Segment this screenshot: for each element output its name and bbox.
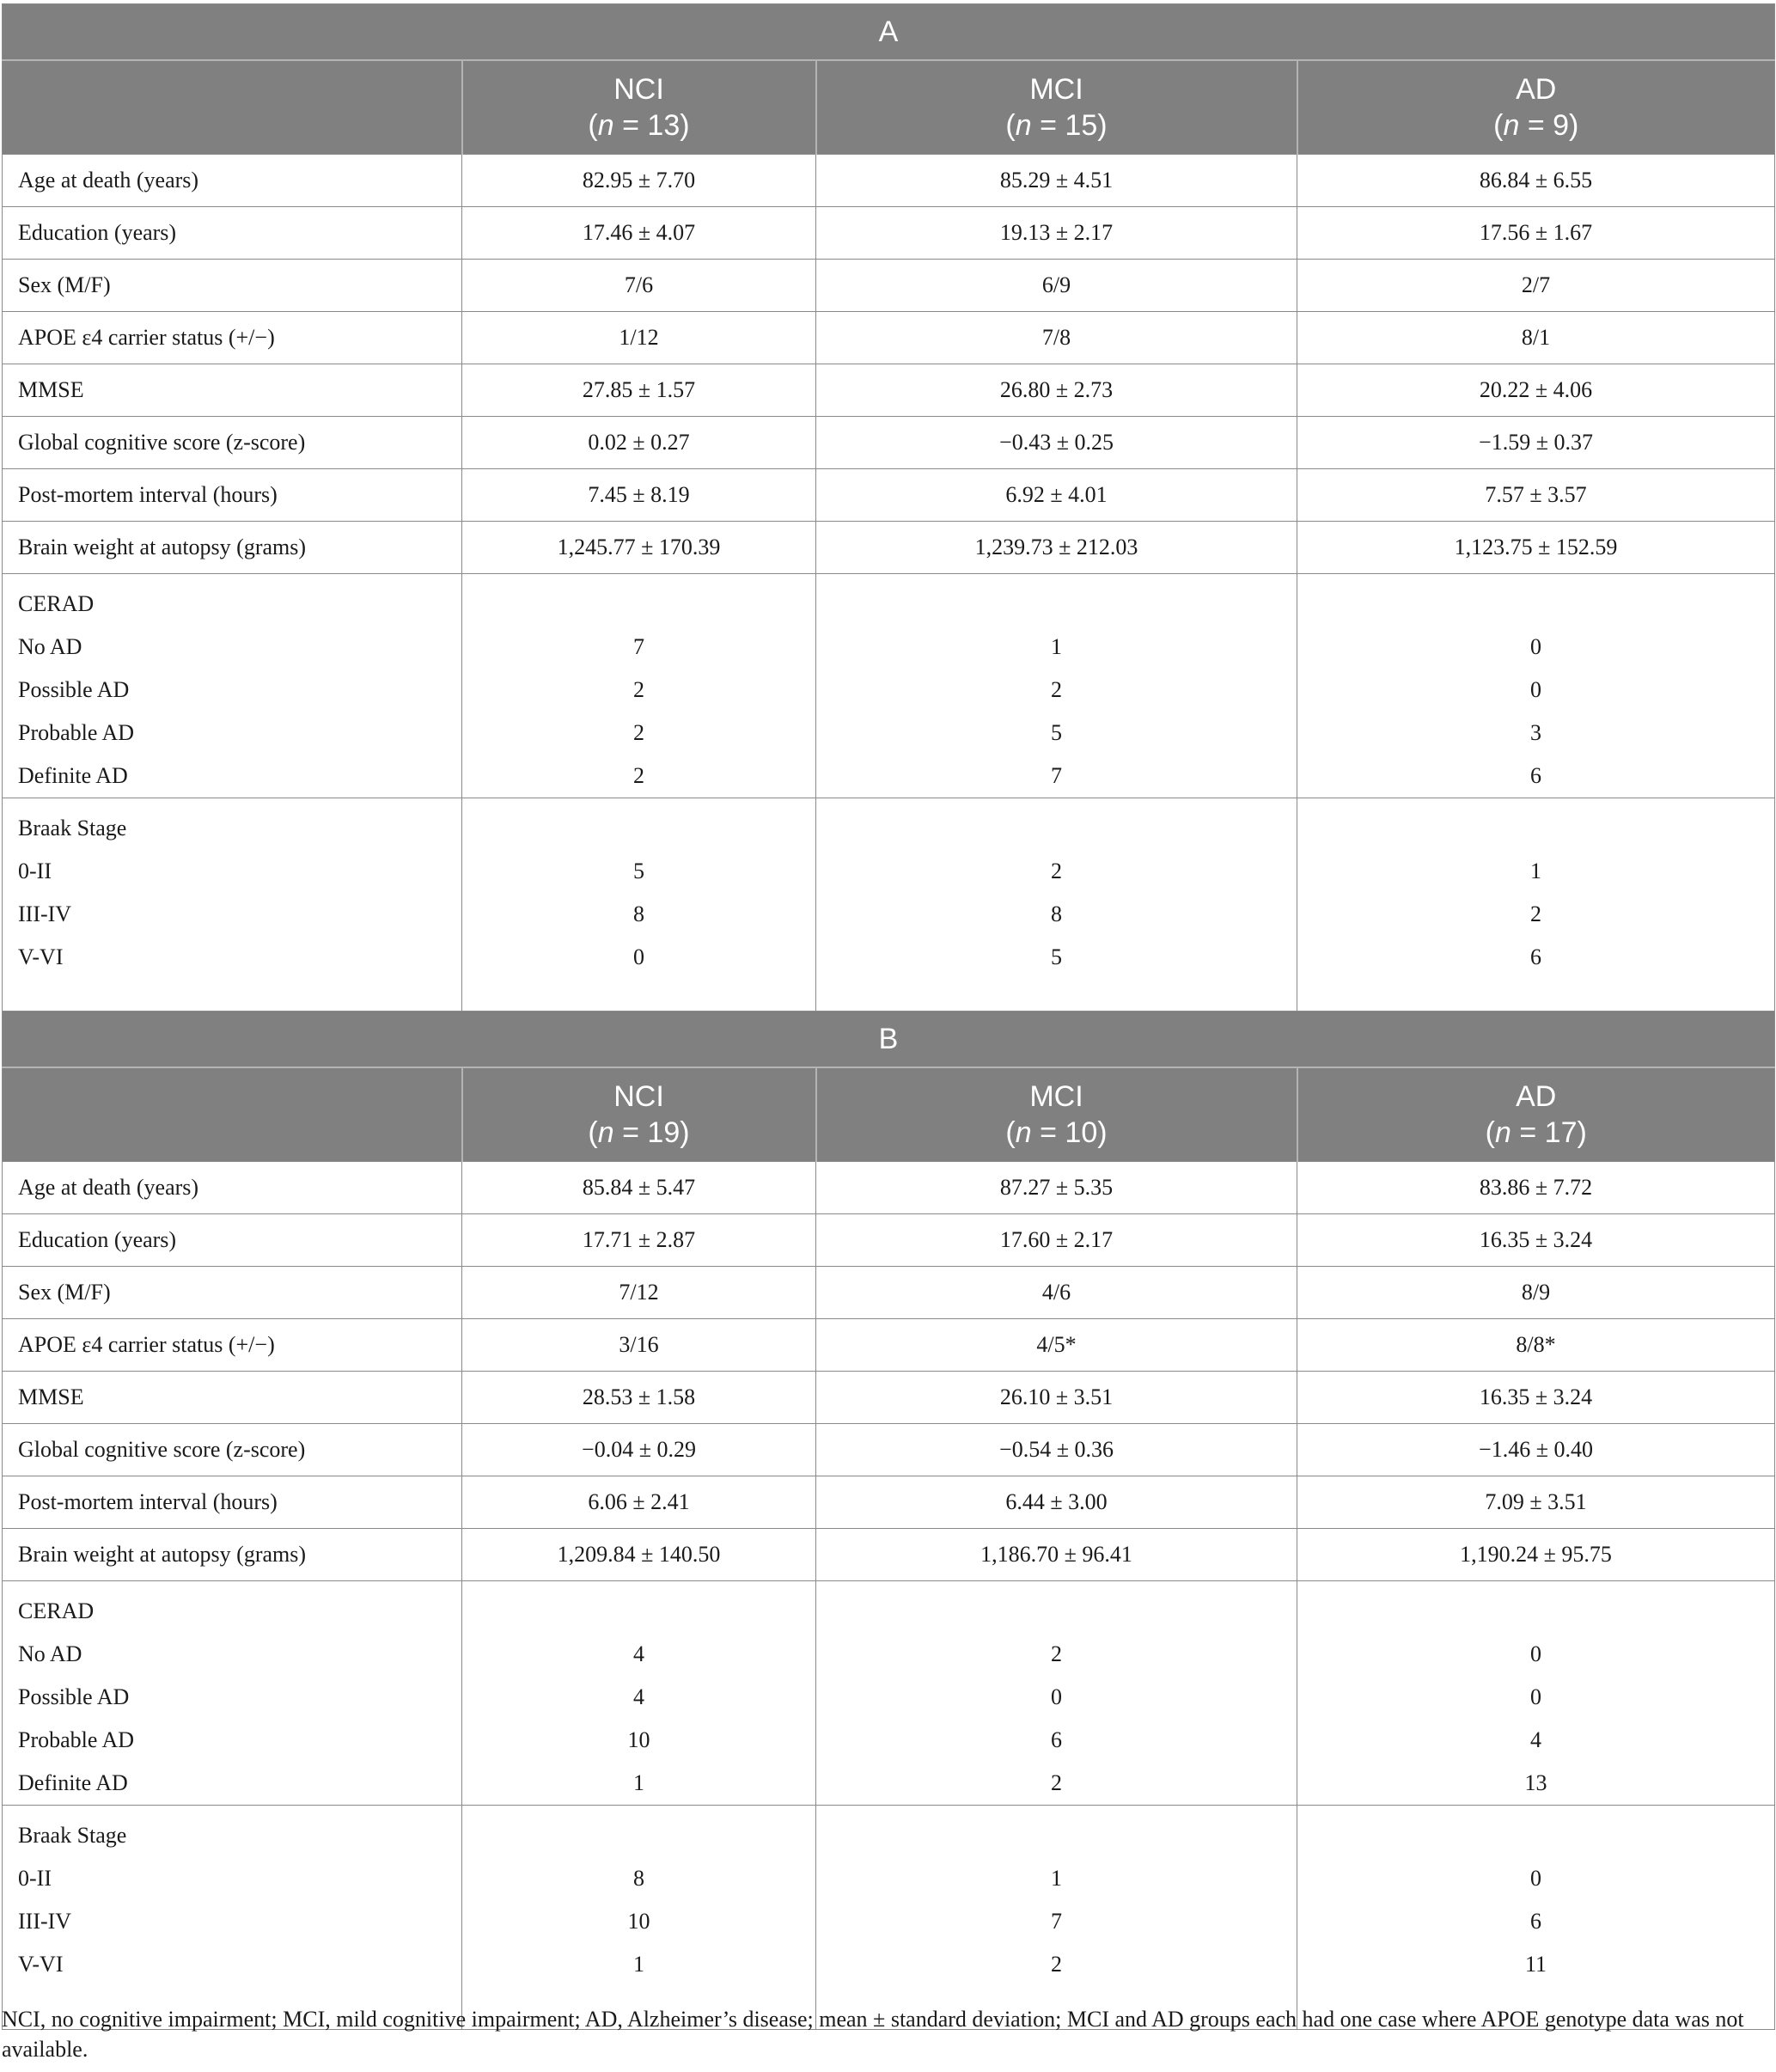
n-prefix: ( [588, 1116, 598, 1149]
row-value: 0.02 ± 0.27 [462, 417, 816, 469]
group-sample-size [463, 1115, 815, 1151]
row-label: MMSE [3, 1372, 462, 1424]
braak-block [3, 1806, 1775, 2030]
table-footnote: NCI, no cognitive impairment; MCI, mild cognitive impairment; AD, Alzheimer’s disease; mean ± standard deviation; MCI and AD groups each had one case where APOE genotype data was not available. [2, 2007, 1744, 2062]
row-value: 83.86 ± 7.72 [1297, 1162, 1775, 1214]
table-row [3, 417, 1775, 469]
row-label: Global cognitive score (z-score) [3, 417, 462, 469]
row-label: APOE ε4 carrier status (+/−) [3, 1319, 462, 1372]
cerad-item-label: No AD [18, 634, 82, 659]
n-variable: n [1015, 1116, 1032, 1149]
row-label: Education (years) [3, 1214, 462, 1267]
row-value: 4/5* [816, 1319, 1297, 1372]
braak-values-col [816, 1806, 1297, 2030]
cerad-item-value: 7 [633, 634, 644, 659]
section-label: B [3, 1012, 1775, 1068]
row-value: 17.46 ± 4.07 [462, 207, 816, 260]
row-label: Post-mortem interval (hours) [3, 1476, 462, 1529]
n-value: = 9) [1519, 109, 1579, 142]
n-variable: n [597, 109, 614, 142]
cerad-item-value: 2 [633, 763, 644, 788]
blank-line [816, 1814, 1297, 1857]
braak-item-value: 0 [1530, 1866, 1541, 1891]
table-row [3, 1372, 1775, 1424]
cerad-values-col [1297, 574, 1775, 798]
braak-item-value: 5 [633, 859, 644, 883]
braak-item-value: 11 [1524, 1952, 1547, 1977]
n-prefix: ( [1005, 1116, 1016, 1149]
row-value: 16.35 ± 3.24 [1297, 1214, 1775, 1267]
cerad-item-value: 6 [1051, 1727, 1062, 1752]
n-value: = 19) [613, 1116, 690, 1149]
group-header-mci [816, 60, 1297, 155]
demographics-table-b [2, 1011, 1775, 2030]
table-row [3, 1476, 1775, 1529]
row-value: 28.53 ± 1.58 [462, 1372, 816, 1424]
row-value: −1.46 ± 0.40 [1297, 1424, 1775, 1476]
blank-line [816, 807, 1297, 850]
demographics-table-a [2, 3, 1775, 1023]
row-value: 1/12 [462, 312, 816, 364]
section-label: A [3, 4, 1775, 61]
row-value: 82.95 ± 7.70 [462, 155, 816, 207]
blank-line [816, 583, 1297, 626]
group-name: AD [1516, 1080, 1557, 1113]
cerad-item-label: Probable AD [18, 1727, 135, 1752]
row-value: 4/6 [816, 1267, 1297, 1319]
cerad-item-value: 2 [1051, 1770, 1062, 1795]
row-value: 1,239.73 ± 212.03 [816, 522, 1297, 574]
row-value: 19.13 ± 2.17 [816, 207, 1297, 260]
cerad-item-value: 2 [1051, 677, 1062, 702]
row-value: 86.84 ± 6.55 [1297, 155, 1775, 207]
braak-item-value: 10 [627, 1909, 650, 1934]
n-variable: n [1015, 109, 1032, 142]
row-label: APOE ε4 carrier status (+/−) [3, 312, 462, 364]
group-sample-size [1298, 1115, 1775, 1151]
row-value: 17.71 ± 2.87 [462, 1214, 816, 1267]
n-variable: n [1503, 109, 1520, 142]
row-label: Post-mortem interval (hours) [3, 469, 462, 522]
n-variable: n [1495, 1116, 1511, 1149]
cerad-item-value: 2 [1051, 1641, 1062, 1666]
row-value: 17.60 ± 2.17 [816, 1214, 1297, 1267]
cerad-labels [3, 1581, 462, 1806]
blank-line [1297, 1590, 1774, 1633]
cerad-item-value: 1 [1051, 634, 1062, 659]
table-row [3, 1319, 1775, 1372]
table-row [3, 155, 1775, 207]
cerad-block [3, 574, 1775, 798]
row-value: 7.45 ± 8.19 [462, 469, 816, 522]
n-value: = 17) [1511, 1116, 1587, 1149]
braak-block [3, 798, 1775, 1023]
row-value: 6.92 ± 4.01 [816, 469, 1297, 522]
cerad-values-col [1297, 1581, 1775, 1806]
table-row [3, 1162, 1775, 1214]
group-header-ad [1297, 1067, 1775, 1162]
braak-item-value: 2 [1051, 859, 1062, 883]
cerad-values-col [462, 574, 816, 798]
row-value: 8/1 [1297, 312, 1775, 364]
blank-line [462, 807, 815, 850]
braak-title: Braak Stage [18, 1823, 127, 1848]
cerad-values-col [816, 574, 1297, 798]
row-value: 85.29 ± 4.51 [816, 155, 1297, 207]
cerad-item-value: 0 [1051, 1684, 1062, 1709]
table-row [3, 260, 1775, 312]
braak-item-label: 0-II [18, 859, 52, 883]
row-value: −1.59 ± 0.37 [1297, 417, 1775, 469]
blank-line [1297, 1814, 1774, 1857]
row-value: 2/7 [1297, 260, 1775, 312]
table-row [3, 1529, 1775, 1581]
braak-item-value: 1 [633, 1952, 644, 1977]
table-row [3, 1267, 1775, 1319]
cerad-values-col [816, 1581, 1297, 1806]
braak-item-value: 8 [1051, 902, 1062, 926]
row-value: 1,123.75 ± 152.59 [1297, 522, 1775, 574]
row-value: 8/9 [1297, 1267, 1775, 1319]
cerad-block [3, 1581, 1775, 1806]
blank-line [1297, 583, 1774, 626]
cerad-title: CERAD [18, 591, 95, 616]
group-name: MCI [1029, 1080, 1083, 1113]
row-value: 1,245.77 ± 170.39 [462, 522, 816, 574]
row-value: 27.85 ± 1.57 [462, 364, 816, 417]
cerad-item-value: 3 [1530, 720, 1541, 745]
braak-item-value: 5 [1051, 944, 1062, 969]
cerad-item-label: Possible AD [18, 677, 130, 702]
row-value: 3/16 [462, 1319, 816, 1372]
row-value: 6/9 [816, 260, 1297, 312]
group-header-nci [462, 1067, 816, 1162]
blank-line [462, 1814, 815, 1857]
cerad-item-value: 0 [1530, 634, 1541, 659]
row-value: 85.84 ± 5.47 [462, 1162, 816, 1214]
row-label: Sex (M/F) [3, 260, 462, 312]
table-row [3, 364, 1775, 417]
n-prefix: ( [1005, 109, 1016, 142]
empty-header-cell [3, 1067, 462, 1162]
row-value: 7.09 ± 3.51 [1297, 1476, 1775, 1529]
blank-line [816, 1590, 1297, 1633]
cerad-item-value: 4 [1530, 1727, 1541, 1752]
braak-title: Braak Stage [18, 816, 127, 840]
braak-item-value: 2 [1530, 902, 1541, 926]
row-value: 1,190.24 ± 95.75 [1297, 1529, 1775, 1581]
group-sample-size [1298, 107, 1775, 144]
cerad-item-value: 13 [1524, 1770, 1547, 1795]
braak-values-col [462, 798, 816, 1023]
row-value: 8/8* [1297, 1319, 1775, 1372]
cerad-item-value: 6 [1530, 763, 1541, 788]
row-value: 7/6 [462, 260, 816, 312]
braak-values-col [462, 1806, 816, 2030]
section-header-row [3, 1012, 1775, 1068]
braak-item-label: V-VI [18, 944, 64, 969]
blank-line [462, 583, 815, 626]
row-label: Brain weight at autopsy (grams) [3, 522, 462, 574]
cerad-title: CERAD [18, 1598, 95, 1623]
cerad-item-label: Definite AD [18, 763, 128, 788]
row-value: 26.80 ± 2.73 [816, 364, 1297, 417]
n-value: = 10) [1031, 1116, 1108, 1149]
cerad-item-value: 2 [633, 677, 644, 702]
row-label: MMSE [3, 364, 462, 417]
group-header-nci [462, 60, 816, 155]
braak-item-value: 6 [1530, 1909, 1541, 1934]
cerad-values-col [462, 1581, 816, 1806]
cerad-item-value: 0 [1530, 1684, 1541, 1709]
table-row [3, 1214, 1775, 1267]
n-variable: n [597, 1116, 614, 1149]
group-name: NCI [613, 73, 664, 106]
cerad-item-label: Probable AD [18, 720, 135, 745]
braak-item-label: III-IV [18, 902, 72, 926]
row-value: −0.43 ± 0.25 [816, 417, 1297, 469]
row-label: Sex (M/F) [3, 1267, 462, 1319]
cerad-item-label: No AD [18, 1641, 82, 1666]
row-value: 7/12 [462, 1267, 816, 1319]
table-row [3, 469, 1775, 522]
cerad-item-value: 1 [633, 1770, 644, 1795]
braak-item-value: 8 [633, 1866, 644, 1891]
row-label: Age at death (years) [3, 1162, 462, 1214]
braak-labels [3, 1806, 462, 2030]
group-header-row [3, 1067, 1775, 1162]
braak-values-col [1297, 798, 1775, 1023]
row-value: 87.27 ± 5.35 [816, 1162, 1297, 1214]
table-row [3, 312, 1775, 364]
group-name: AD [1516, 73, 1557, 106]
row-value: 26.10 ± 3.51 [816, 1372, 1297, 1424]
row-value: 1,209.84 ± 140.50 [462, 1529, 816, 1581]
group-name: NCI [613, 1080, 664, 1113]
row-value: 20.22 ± 4.06 [1297, 364, 1775, 417]
braak-values-col [816, 798, 1297, 1023]
group-header-mci [816, 1067, 1297, 1162]
braak-item-label: V-VI [18, 1952, 64, 1977]
braak-item-label: III-IV [18, 1909, 72, 1934]
cerad-item-value: 0 [1530, 1641, 1541, 1666]
n-prefix: ( [1493, 109, 1504, 142]
row-value: −0.54 ± 0.36 [816, 1424, 1297, 1476]
cerad-item-value: 10 [627, 1727, 650, 1752]
braak-values-col [1297, 1806, 1775, 2030]
cerad-item-value: 4 [633, 1684, 644, 1709]
braak-item-value: 0 [633, 944, 644, 969]
cerad-item-value: 7 [1051, 763, 1062, 788]
table-row [3, 207, 1775, 260]
row-value: 6.44 ± 3.00 [816, 1476, 1297, 1529]
row-label: Education (years) [3, 207, 462, 260]
group-sample-size [817, 1115, 1297, 1151]
row-value: 17.56 ± 1.67 [1297, 207, 1775, 260]
row-value: 16.35 ± 3.24 [1297, 1372, 1775, 1424]
braak-item-value: 1 [1530, 859, 1541, 883]
row-label: Brain weight at autopsy (grams) [3, 1529, 462, 1581]
braak-item-value: 6 [1530, 944, 1541, 969]
cerad-item-value: 0 [1530, 677, 1541, 702]
group-header-ad [1297, 60, 1775, 155]
n-prefix: ( [588, 109, 598, 142]
empty-header-cell [3, 60, 462, 155]
n-prefix: ( [1485, 1116, 1495, 1149]
row-label: Age at death (years) [3, 155, 462, 207]
row-value: 7/8 [816, 312, 1297, 364]
n-value: = 13) [613, 109, 690, 142]
group-sample-size [463, 107, 815, 144]
row-label: Global cognitive score (z-score) [3, 1424, 462, 1476]
group-name: MCI [1029, 73, 1083, 106]
cerad-item-label: Definite AD [18, 1770, 128, 1795]
cerad-item-value: 2 [633, 720, 644, 745]
braak-item-value: 7 [1051, 1909, 1062, 1934]
n-value: = 15) [1031, 109, 1108, 142]
group-header-row [3, 60, 1775, 155]
row-value: 1,186.70 ± 96.41 [816, 1529, 1297, 1581]
blank-line [462, 1590, 815, 1633]
row-value: 7.57 ± 3.57 [1297, 469, 1775, 522]
braak-item-value: 2 [1051, 1952, 1062, 1977]
braak-item-label: 0-II [18, 1866, 52, 1891]
table-row [3, 1424, 1775, 1476]
cerad-item-value: 5 [1051, 720, 1062, 745]
cerad-item-value: 4 [633, 1641, 644, 1666]
braak-item-value: 8 [633, 902, 644, 926]
table-row [3, 522, 1775, 574]
braak-item-value: 1 [1051, 1866, 1062, 1891]
cerad-item-label: Possible AD [18, 1684, 130, 1709]
cerad-labels [3, 574, 462, 798]
section-header-row [3, 4, 1775, 61]
row-value: 6.06 ± 2.41 [462, 1476, 816, 1529]
blank-line [1297, 807, 1774, 850]
group-sample-size [817, 107, 1297, 144]
row-value: −0.04 ± 0.29 [462, 1424, 816, 1476]
braak-labels [3, 798, 462, 1023]
